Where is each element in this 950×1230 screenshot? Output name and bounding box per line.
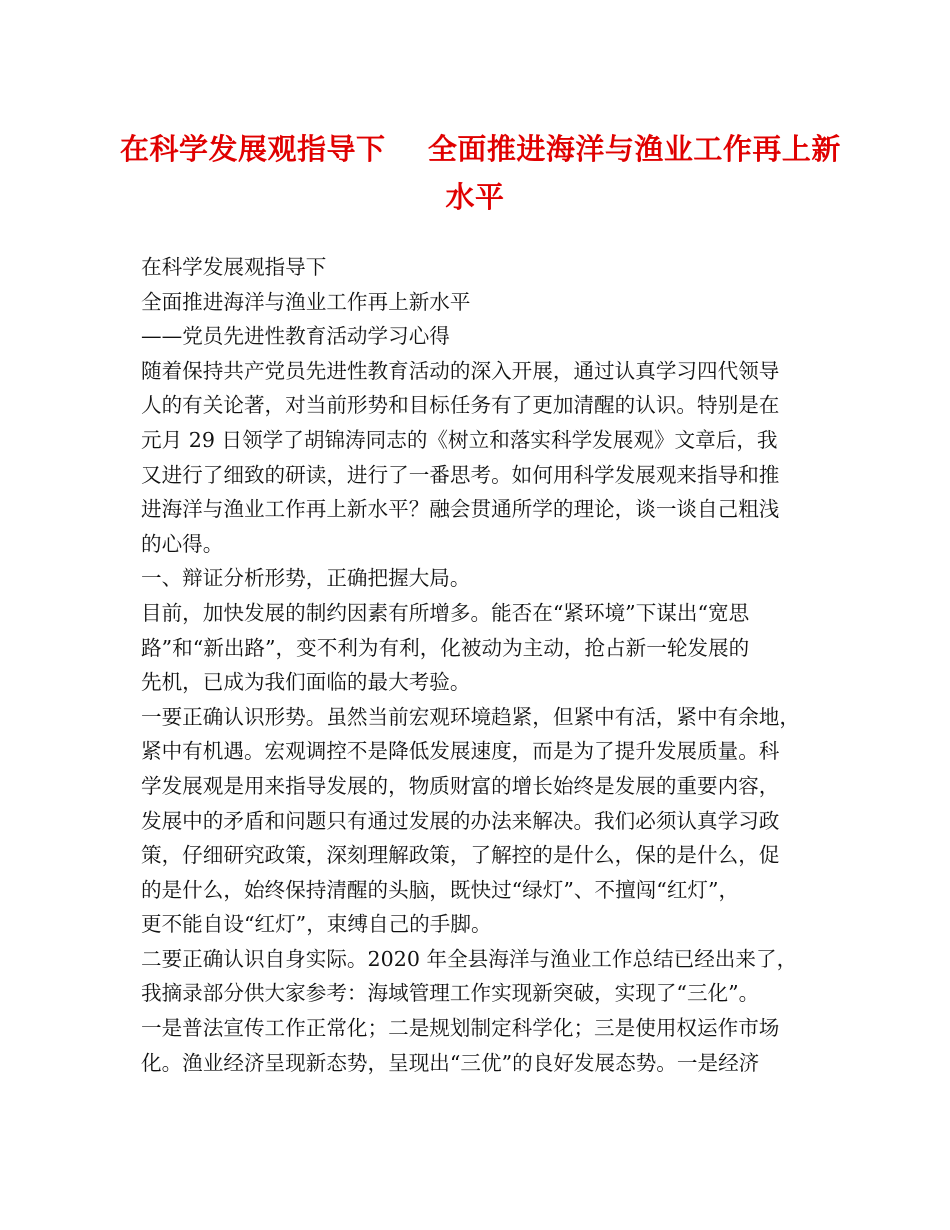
body-line: 学发展观是用来指导发展的，物质财富的增长始终是发展的重要内容， (141, 773, 780, 798)
body-line: 化。渔业经济呈现新态势，呈现出“三优”的良好发展态势。一是经济 (141, 1050, 760, 1075)
body-line: ——党员先进性教育活动学习心得 (141, 324, 450, 349)
body-line: 随着保持共产党员先进性教育活动的深入开展，通过认真学习四代领导 (141, 358, 780, 383)
body-line: 紧中有机遇。宏观调控不是降低发展速度，而是为了提升发展质量。科 (141, 739, 780, 764)
body-line: 的是什么，始终保持清醒的头脑，既快过“绿灯”、不擅闯“红灯”， (141, 877, 740, 902)
document-body (141, 250, 831, 1080)
body-line: 一、辩证分析形势，正确把握大局。 (141, 566, 471, 591)
body-line: 更不能自设“红灯”，束缚自己的手脚。 (141, 912, 492, 937)
body-line: 一是普法宣传工作正常化；二是规划制定科学化；三是使用权运作市场 (141, 1016, 780, 1041)
body-line: 一要正确认识形势。虽然当前宏观环境趋紧，但紧中有活，紧中有余地， (141, 704, 800, 729)
body-line: 的心得。 (141, 531, 224, 556)
body-line: 又进行了细致的研读，进行了一番思考。如何用科学发展观来指导和推 (141, 462, 780, 487)
title-line-1: 在科学发展观指导下 全面推进海洋与渔业工作再上新 (120, 132, 841, 166)
body-line: 人的有关论著，对当前形势和目标任务有了更加清醒的认识。特别是在 (141, 393, 780, 418)
body-line: 二要正确认识自身实际。2020 年全县海洋与渔业工作总结已经出来了， (141, 946, 798, 971)
body-line: 策，仔细研究政策，深刻理解政策，了解控的是什么，保的是什么，促 (141, 843, 780, 868)
body-line: 目前，加快发展的制约因素有所增多。能否在“紧环境”下谋出“宽思 (141, 600, 750, 625)
body-line: 路”和“新出路”，变不利为有利，化被动为主动，抢占新一轮发展的 (141, 635, 750, 660)
body-line: 进海洋与渔业工作再上新水平？融会贯通所学的理论，谈一谈自己粗浅 (141, 497, 780, 522)
title-line-2: 水平 (445, 180, 505, 214)
body-line: 全面推进海洋与渔业工作再上新水平 (141, 289, 471, 314)
body-line: 在科学发展观指导下 (141, 255, 327, 279)
body-line: 先机，已成为我们面临的最大考验。 (141, 670, 471, 695)
body-line: 元月 29 日领学了胡锦涛同志的《树立和落实科学发展观》文章后，我 (141, 427, 778, 452)
document-title (120, 125, 841, 221)
body-line: 我摘录部分供大家参考：海域管理工作实现新突破，实现了“三化”。 (141, 981, 760, 1006)
body-line: 发展中的矛盾和问题只有通过发展的办法来解决。我们必须认真学习政 (141, 808, 780, 833)
